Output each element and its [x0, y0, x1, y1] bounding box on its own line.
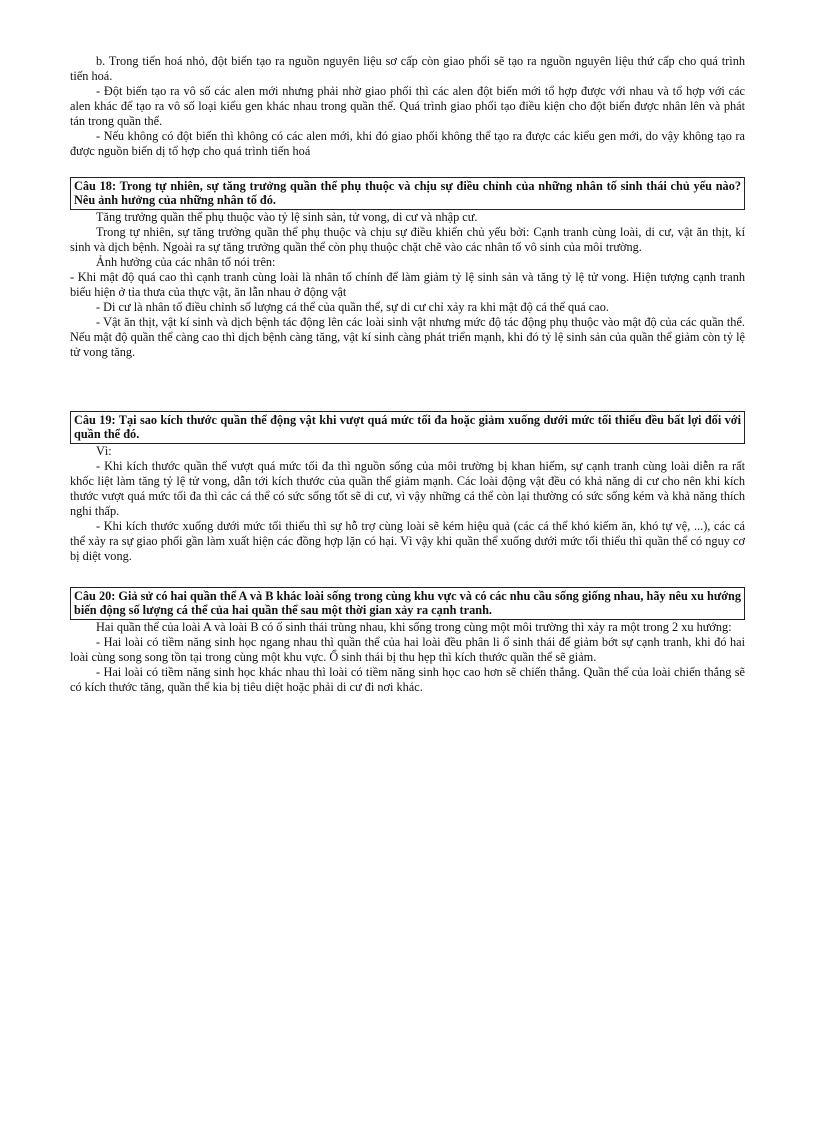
question-18-heading: Câu 18: Trong tự nhiên, sự tăng trưởng quần thể phụ thuộc và chịu sự điều chỉnh của những nhân tố sinh thái chủ yếu nào? Nêu ảnh hưởng của những nhân tố đó. [70, 177, 745, 210]
question-20-section [70, 587, 745, 695]
paragraph: Hai quần thể của loài A và loài B có ổ sinh thái trùng nhau, khi sống trong cùng một môi trường thì xảy ra một trong 2 xu hướng: [96, 620, 732, 634]
question-20-heading: Câu 20: Giả sử có hai quần thể A và B khác loài sống trong cùng khu vực và có các nhu cầu sống giống nhau, hãy nêu xu hướng biến động số lượng cá thể của hai quần thể sau một thời gian xảy ra cạnh tranh. [70, 587, 745, 620]
paragraph: - Di cư là nhân tố điều chỉnh số lượng cá thể của quần thể, sự di cư chỉ xảy ra khi mật độ cá thể quá cao. [96, 300, 609, 314]
paragraph: Tăng trưởng quần thể phụ thuộc vào tỷ lệ sinh sản, tử vong, di cư và nhập cư. [96, 210, 478, 224]
paragraph: Ảnh hưởng của các nhân tố nói trên: [96, 255, 276, 269]
paragraph: - Hai loài có tiềm năng sinh học khác nhau thì loài có tiềm năng sinh học cao hơn sẽ chiến thắng. Quần thể của loài chiến thắng sẽ có kích thước tăng, quần thể kia bị tiêu diệt hoặc phải di cư đi nơi khác. [70, 665, 745, 694]
paragraph: Vì: [96, 444, 112, 458]
question-19-section [70, 411, 745, 564]
question-18-section [70, 177, 745, 360]
paragraph: - Hai loài có tiềm năng sinh học ngang nhau thì quần thể của hai loài đều phân li ổ sinh thái để giảm bớt sự cạnh tranh, khi đó hai loài cùng song song tồn tại trong cùng một khu vực. Ổ sinh thái bị thu hẹp thì kích thước quần thể sẽ giảm. [70, 635, 745, 664]
paragraph: - Khi kích thước xuống dưới mức tối thiểu thì sự hỗ trợ cùng loài sẽ kém hiệu quả (các cá thể khó kiếm ăn, khó tự vệ, ...), các cá thể xảy ra sự giao phối gần làm xuất hiện các đồng hợp lặn có hại. Vì vậy khi quần thể xuống dưới mức tối thiểu thì quần thể có nguy cơ bị diệt vong. [70, 519, 745, 563]
intro-section [70, 54, 745, 159]
paragraph: b. Trong tiến hoá nhỏ, đột biến tạo ra nguồn nguyên liệu sơ cấp còn giao phối sẽ tạo ra nguồn nguyên liệu thứ cấp cho quá trình tiến hoá. [70, 54, 745, 83]
paragraph: - Đột biến tạo ra vô số các alen mới nhưng phải nhờ giao phối thì các alen đột biến mới tổ hợp được với nhau và tổ hợp với các alen khác để tạo ra vô số loại kiểu gen khác nhau trong quần thể. Quá trình giao phối tạo điều kiện cho đột biến được nhân lên và phát tán trong quần thể. [70, 84, 745, 128]
paragraph: - Khi kích thước quần thể vượt quá mức tối đa thì nguồn sống của môi trường bị khan hiếm, sự cạnh tranh cùng loài diễn ra rất khốc liệt làm tăng tỷ lệ tử vong, dẫn tới kích thước của quần thể giảm mạnh. Các loài động vật đều có khả năng di cư cho nên khi kích thước vượt quá mức tối đa thì các cá thể có sức sống tốt sẽ di cư, vì vậy những cá thể còn lại thường có sức sống kém và khả năng thích nghi thấp. [70, 459, 745, 518]
paragraph: Trong tự nhiên, sự tăng trưởng quần thể phụ thuộc và chịu sự điều khiển chủ yếu bởi: Cạnh tranh cùng loài, di cư, vật ăn thịt, kí sinh và dịch bệnh. Ngoài ra sự tăng trưởng quần thể còn phụ thuộc chặt chẽ vào các nhân tố vô sinh của môi trường. [70, 225, 745, 254]
paragraph: - Vật ăn thịt, vật kí sinh và dịch bệnh tác động lên các loài sinh vật nhưng mức độ tác động phụ thuộc vào mật độ của các quần thể. Nếu mật độ quần thể càng cao thì dịch bệnh càng tăng, vật kí sinh càng phát triển mạnh, khi đó tỷ lệ sinh sản của quần thể giảm còn tỷ lệ tử vong tăng. [70, 315, 745, 359]
question-19-heading: Câu 19: Tại sao kích thước quần thể động vật khi vượt quá mức tối đa hoặc giảm xuống dưới mức tối thiểu đều bất lợi đối với quần thể đó. [70, 411, 745, 444]
paragraph: - Nếu không có đột biến thì không có các alen mới, khi đó giao phối không thể tạo ra được các kiểu gen mới, do vậy không tạo ra được nguồn biến dị tổ hợp cho quá trình tiến hoá [70, 129, 745, 158]
paragraph: - Khi mật độ quá cao thì cạnh tranh cùng loài là nhân tố chính để làm giảm tỷ lệ sinh sản và tăng tỷ lệ tử vong. Hiện tượng cạnh tranh biểu hiện ở tỉa thưa của thực vật, ăn lẫn nhau ở động vật [70, 270, 745, 299]
